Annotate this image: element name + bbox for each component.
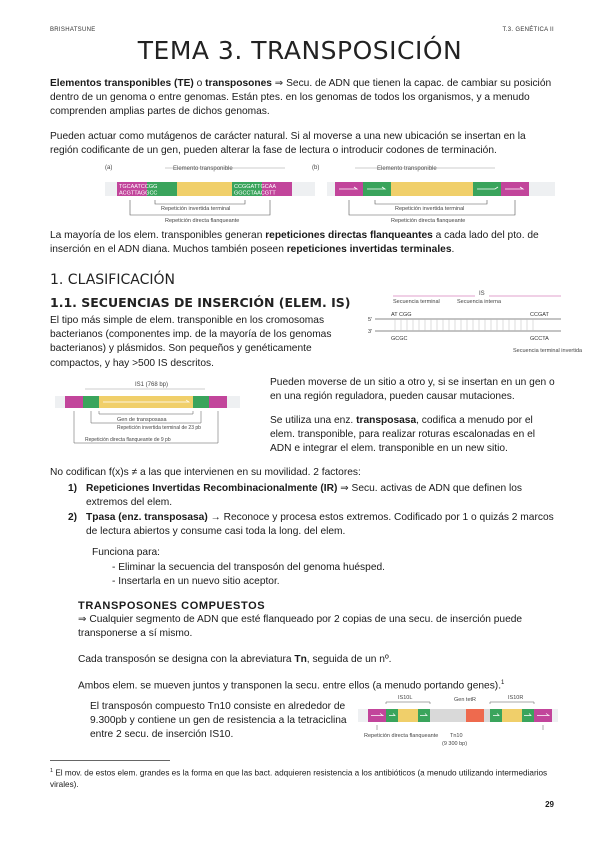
fig1-dir-b: Repetición directa flanqueante — [391, 218, 466, 224]
fig-is1-dir-label: Repetición directa flanqueante de 9 pb — [85, 437, 171, 443]
fig-tn10-is10l-core — [398, 709, 418, 722]
header-left: BRISHATSUNE — [50, 27, 96, 33]
tn-abbrev: Tn — [294, 654, 307, 665]
compuestos-title: TRANSPOSONES COMPUESTOS — [78, 600, 266, 612]
figure-is1 — [55, 378, 240, 450]
repeats-bold-1: repeticiones directas flanqueantes — [265, 230, 433, 241]
tn-paragraph — [78, 653, 556, 667]
fig-tn10-gene: Gen tetR — [454, 697, 477, 703]
fig1b-te-body — [391, 182, 473, 196]
fig1-dir-a: Repetición directa flanqueante — [165, 218, 240, 224]
fig1-te-label-b: Elemento transponible — [377, 166, 437, 172]
repeats-paragraph — [50, 229, 555, 257]
tn-text-1: Cada transposón se designa con la abreviatura — [78, 654, 295, 665]
fig-is1-inv-label: Repetición invertida terminal de 23 pb — [117, 425, 201, 431]
fig1-seq-left-bot: ACGTTAGGCC — [119, 190, 158, 197]
footnote-ref: 1 — [501, 680, 505, 686]
tn-text-2: , seguida de un nº. — [306, 654, 392, 665]
repeats-text-1: La mayoría de los elem. transponibles generan — [50, 230, 266, 241]
fig-tn10-is-left: IS10L — [398, 695, 413, 701]
is-paragraph-2: Pueden moverse de un sitio a otro y, si se insertan en un gen o en una región reguladora, pueden causar mutaciones. — [270, 377, 555, 403]
factors-intro: No codifican f(x)s ≠ a las que intervienen en su movilidad. 2 factores: — [50, 467, 361, 478]
fig-is1-inv-right — [193, 396, 209, 408]
fig-tn10-name: Tn10 — [450, 733, 463, 739]
fig-tn10-spacer-left — [430, 709, 466, 722]
figure-te-repeats — [95, 160, 555, 228]
term-te: Elementos transponibles (TE) — [50, 78, 194, 89]
is3-text-2: , codifica a menudo por el elem. transponible, para realizar roturas escalonadas en el ADN e integrar el elem. transponible en un new sitio. — [270, 415, 536, 455]
bullet-2-text: Insertarla en un nuevo sitio aceptor. — [118, 576, 280, 587]
repeats-bold-2: repeticiones invertidas terminales — [286, 244, 452, 256]
figure-tn10 — [358, 690, 558, 754]
mutagen-paragraph: Pueden actuar como mutágenos de carácter natural. Si al moverse a una new ubicación se insertan en la región codificante de un gen, pueden alterar la fase de lectura o introducir codones de terminación. — [50, 131, 526, 157]
fig-is-seq2: CCGAT — [530, 312, 549, 318]
fig1-seq-left-top: TGCAATCCGG — [119, 184, 158, 190]
fig-is1-flank-left — [65, 396, 83, 408]
ambos-text: Ambos elem. se mueven juntos y transponen la secu. entre ellos (a menudo portando genes). — [78, 680, 502, 692]
fig1-te-label-a: Elemento transponible — [173, 166, 233, 172]
term-transposasa: transposasa — [356, 415, 417, 426]
is3-text-1: Se utiliza una enz. — [270, 415, 357, 426]
fig-is1-flank-right — [209, 396, 227, 408]
fig-tn10-is10r-core — [502, 709, 522, 722]
fig-tn10-spacer-right — [484, 709, 490, 722]
factor-2 — [68, 511, 558, 539]
fig-is1-inv-left — [83, 396, 99, 408]
fig-tn10-tetR — [466, 709, 484, 722]
fig-is-terminal: Secuencia terminal — [393, 299, 440, 305]
header-right: T.3. GENÉTICA II — [502, 27, 554, 33]
fig1-seq-right-bot: GGCCTAACGTT — [234, 190, 276, 197]
intro-paragraph — [50, 77, 555, 120]
fig-is-seq4: GCCTA — [530, 336, 549, 342]
term-transposones: transposones — [205, 78, 272, 89]
page-number: 29 — [545, 800, 554, 809]
factor-2-term: Tpasa (enz. transposasa) — [86, 512, 208, 523]
fig1-label-b: (b) — [312, 165, 320, 171]
fig-is-seq1: AT CGG — [391, 312, 412, 318]
funciona-label: Funciona para: — [92, 547, 160, 558]
repeats-text-3: . — [451, 244, 455, 256]
fig1a-te-body — [177, 182, 232, 196]
fig-is-label: IS — [479, 291, 485, 297]
figure-is-structure — [365, 288, 583, 368]
factor-1-text: ⇒ Secu. activas de ADN que definen los extremos del elem. — [86, 483, 523, 509]
bullet-1: - Eliminar la secuencia del transposón del genoma huésped. — [112, 562, 385, 573]
section-is: 1.1. SECUENCIAS DE INSERCIÓN (ELEM. IS) — [50, 295, 351, 310]
fig-tn10-dir-label: Repetición directa flanqueante — [364, 733, 439, 739]
factor-1-num: 1) — [68, 483, 78, 494]
factor-2-text: → Reconoce y procesa estos extremos. Codificado por 1 o quizás 2 marcos de lectura abiertos y consume casi toda la long. del elem. — [86, 512, 554, 538]
footnote-divider — [50, 760, 170, 761]
fig-is-internal: Secuencia interna — [457, 299, 502, 305]
factor-2-num: 2) — [68, 512, 78, 523]
compuestos-definition: ⇒ Cualquier segmento de ADN que esté flanqueado por 2 copias de una secu. de inserción puede transponerse a sí mismo. — [78, 614, 523, 640]
intro-conj: o — [193, 78, 206, 89]
fig-is-5prime: 5' — [368, 317, 373, 323]
fig1-inv-b: Repetición invertida terminal — [395, 206, 465, 212]
fig-is1-gene-label: Gen de transposasa — [117, 417, 167, 423]
fig-is-3prime: 3' — [368, 329, 373, 335]
fig1-seq-right-top: CCGGATTGCAA — [234, 184, 277, 190]
bullet-2: - Insertarla en un nuevo sitio aceptor. — [112, 576, 280, 587]
factor-1 — [68, 482, 558, 510]
fig1-inv-a: Repetición invertida terminal — [161, 206, 231, 212]
intro-rest: ⇒ Secu. de ADN que tienen la capac. de cambiar su posición dentro de un genoma o entre genomas. Están ptes. en los genomas de todos los organismos, y a menudo comprenden amplias partes de dichos genomas. — [50, 78, 552, 118]
footnote-num: 1 — [50, 768, 54, 774]
footnote — [50, 766, 550, 790]
fig-tn10-size: (9 300 bp) — [442, 741, 468, 747]
repeats-text-2: a cada lado del pto. de inserción en el ADN diana. Muchos también poseen — [50, 230, 539, 256]
fig1-label-a: (a) — [105, 165, 113, 171]
fig-tn10-is-right: IS10R — [508, 695, 524, 701]
footnote-text: El mov. de estos elem. grandes es la forma en que las bact. adquieren resistencia a los antibióticos (a menudo utilizando intermediarios virales). — [50, 768, 548, 789]
fig-is-bottom-label: Secuencia terminal invertida — [513, 348, 583, 354]
tn10-paragraph: El transposón compuesto Tn10 consiste en alrededor de 9.300pb y contiene un gen de resistencia a la tetraciclina entre 2 secu. de inserción IS10. — [90, 701, 347, 741]
bullet-1-text: Eliminar la secuencia del transposón del genoma huésped. — [118, 562, 385, 573]
page-title: TEMA 3. TRANSPOSICIÓN — [137, 36, 463, 65]
factor-1-term: Repeticiones Invertidas Recombinacionalmente (IR) — [86, 483, 338, 494]
section-clasificacion: 1. CLASIFICACIÓN — [50, 272, 175, 288]
is-paragraph-3 — [270, 414, 558, 457]
fig-is-seq3: GCGC — [391, 336, 408, 342]
fig-is1-top: IS1 (768 bp) — [135, 382, 169, 388]
is-paragraph-1: El tipo más simple de elem. transponible en los cromosomas bacterianos (componentes imp. de la mayoría de los genomas bacterianos) y plásmidos. Son pequeños y genéticamente compactos, y hay >500 IS descritos. — [50, 315, 332, 369]
